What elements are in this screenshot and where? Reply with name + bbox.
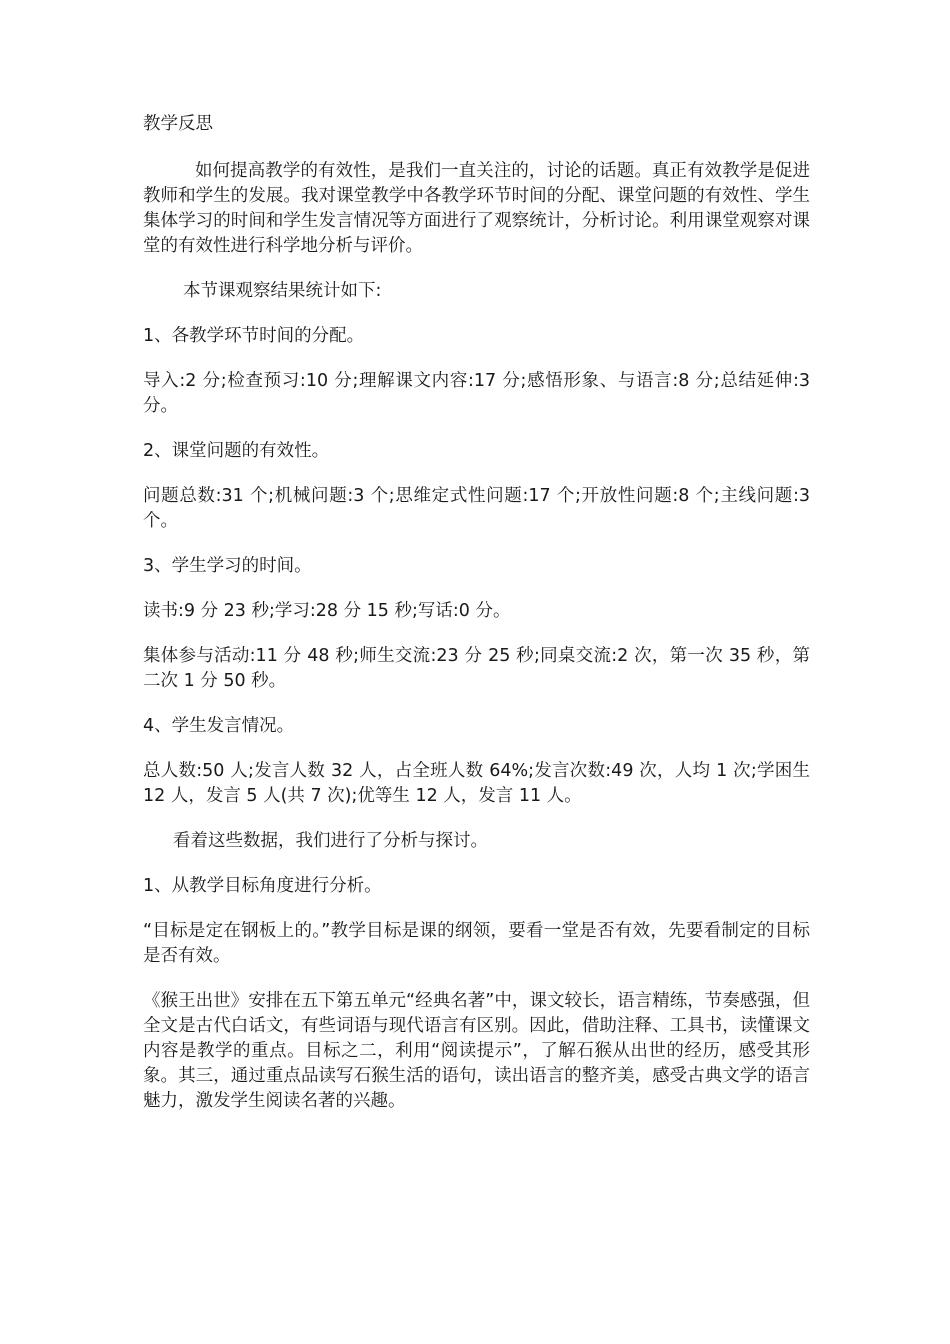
paragraph-goal-quote: “目标是定在钢板上的。”教学目标是课的纲领，要看一堂是否有效，先要看制定的目标是否有效。 — [143, 921, 810, 966]
section-heading-time-allocation: 1、各教学环节时间的分配。 — [143, 326, 365, 346]
paragraph-study-time: 读书:9 分 23 秒;学习:28 分 15 秒;写话:0 分。 — [143, 601, 511, 621]
paragraph-stats-intro: 本节课观察结果统计如下: — [183, 281, 382, 301]
paragraph-intro: 如何提高教学的有效性，是我们一直关注的，讨论的话题。真正有效教学是促进教师和学生的发展。我对课堂教学中各教学环节时间的分配、课堂问题的有效性、学生集体学习的时间和学生发言情况等方面进行了观察统计，分析讨论。利用课堂观察对课堂的有效性进行科学地分析与评价。 — [143, 161, 810, 256]
paragraph-lesson-description: 《猴王出世》安排在五下第五单元“经典名著”中，课文较长，语言精练，节奏感强，但全文是古代白话文，有些词语与现代语言有区别。因此，借助注释、工具书，读懂课文内容是教学的重点。目标之二，利用“阅读提示”，了解石猴从出世的经历，感受其形象。其三，通过重点品读写石猴生活的语句，读出语言的整齐美，感受古典文学的语言魅力，激发学生阅读名著的兴趣。 — [143, 991, 810, 1111]
paragraph-analysis-intro: 看着这些数据，我们进行了分析与探讨。 — [173, 831, 488, 851]
section-heading-study-time: 3、学生学习的时间。 — [143, 556, 312, 576]
paragraph-group-activity: 集体参与活动:11 分 48 秒;师生交流:23 分 25 秒;同桌交流:2 次，第一次 35 秒，第二次 1 分 50 秒。 — [143, 646, 810, 691]
section-heading-question-effectiveness: 2、课堂问题的有效性。 — [143, 441, 330, 461]
section-heading-speaking: 4、学生发言情况。 — [143, 716, 295, 736]
section-heading-goal-analysis: 1、从教学目标角度进行分析。 — [143, 876, 382, 896]
paragraph-speaking: 总人数:50 人;发言人数 32 人，占全班人数 64%;发言次数:49 次，人均 1 次;学困生 12 人，发言 5 人(共 7 次);优等生 12 人，发言 11 人。 — [143, 761, 810, 806]
paragraph-question-effectiveness: 问题总数:31 个;机械问题:3 个;思维定式性问题:17 个;开放性问题:8 个;主线问题:3 个。 — [143, 486, 810, 531]
paragraph-time-allocation: 导入:2 分;检查预习:10 分;理解课文内容:17 分;感悟形象、与语言:8 分;总结延伸:3 分。 — [143, 371, 810, 416]
document-body — [143, 112, 810, 1134]
document-title: 教学反思 — [143, 114, 213, 134]
